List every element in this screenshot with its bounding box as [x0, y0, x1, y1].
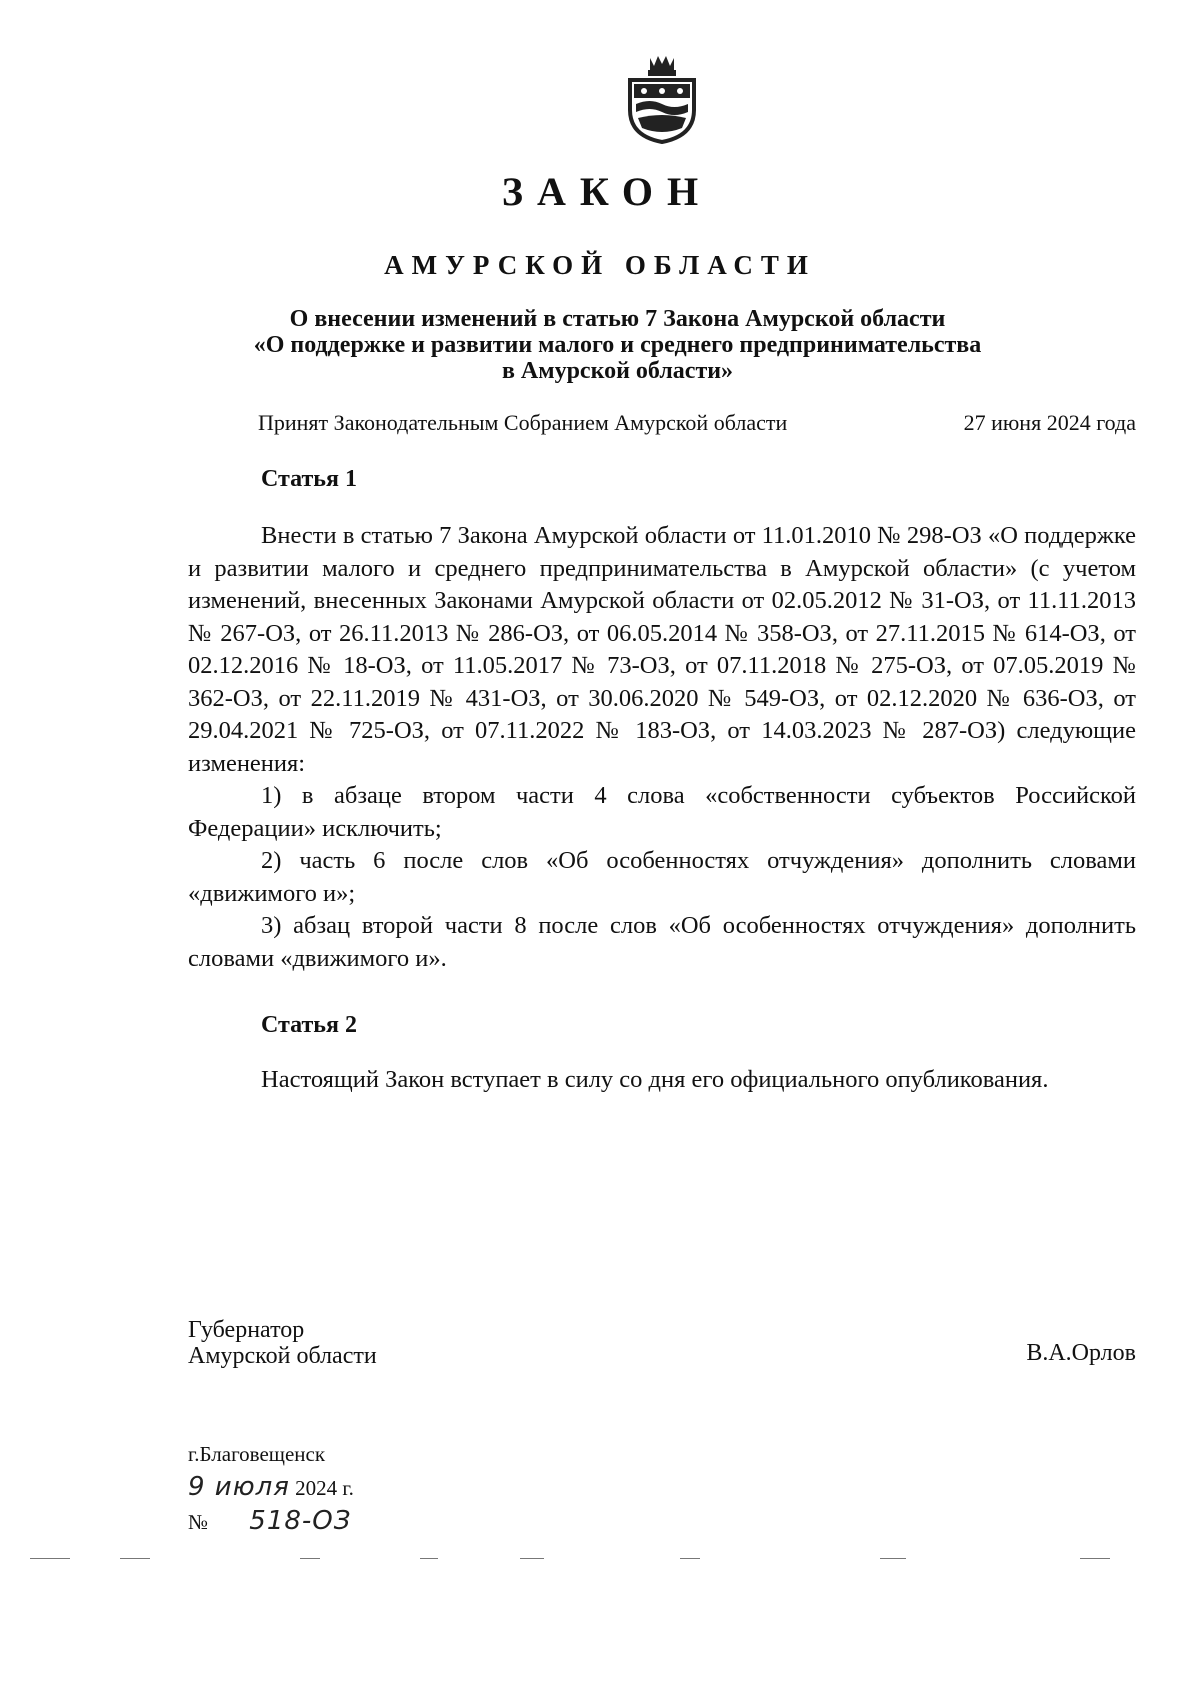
- article-2-body: [188, 1064, 1136, 1097]
- article-1-heading: Статья 1: [261, 466, 357, 492]
- law-number: [188, 1505, 354, 1539]
- article-1-item: 3) абзац второй части 8 после слов «Об особенностях отчуждения» дополнить словами «движимого и».: [188, 912, 1136, 972]
- scan-artifact-line: [0, 1558, 1200, 1562]
- signing-year: 2024 г.: [295, 1476, 354, 1500]
- document-type-heading: ЗАКОН: [501, 169, 713, 214]
- coat-of-arms-emblem: [624, 52, 700, 144]
- city: г.Благовещенск: [188, 1442, 326, 1466]
- article-1-item: 2) часть 6 после слов «Об особенностях отчуждения» дополнить словами «движимого и»;: [188, 847, 1136, 907]
- law-title-line: в Амурской области»: [501, 358, 734, 384]
- signatory-name: В.А.Орлов: [1026, 1340, 1136, 1366]
- handwritten-number: 518-ОЗ: [249, 1506, 352, 1536]
- law-title: [150, 306, 1085, 384]
- adopted-date: 27 июня 2024 года: [963, 410, 1136, 435]
- signatory-position: [188, 1317, 377, 1369]
- article-1-body: [188, 520, 1136, 975]
- law-title-line: О внесении изменений в статью 7 Закона Амурской области: [289, 306, 946, 332]
- handwritten-date: 9 июля: [188, 1472, 290, 1502]
- adopted-by: Принят Законодательным Собранием Амурской области: [258, 410, 788, 435]
- article-1-item: 1) в абзаце втором части 4 слова «собственности субъектов Российской Федерации» исключить;: [188, 782, 1136, 842]
- article-2-heading: Статья 2: [261, 1012, 357, 1038]
- law-title-line: «О поддержке и развитии малого и среднего предпринимательства: [253, 332, 982, 358]
- region-heading: АМУРСКОЙ ОБЛАСТИ: [384, 250, 816, 280]
- signing-date: [188, 1471, 354, 1505]
- signatory-position-line: Амурской области: [188, 1343, 377, 1369]
- signatory-position-line: Губернатор: [188, 1317, 305, 1343]
- article-2-text: Настоящий Закон вступает в силу со дня его официального опубликования.: [261, 1066, 1049, 1093]
- article-1-intro: Внести в статью 7 Закона Амурской области от 11.01.2010 № 298-ОЗ «О поддержке и развитии малого и среднего предпринимательства в Амурской области» (с учетом изменений, внесенных Законами Амурской области от 02.05.2012 № 31-ОЗ, от 11.11.2013 № 267-ОЗ, от 26.11.2013 № 286-ОЗ, от 06.05.2014 № 358-ОЗ, от 27.11.2015 № 614-ОЗ, от 02.12.2016 № 18-ОЗ, от 11.05.2017 № 73-ОЗ, от 07.11.2018 № 275-ОЗ, от 07.05.2019 № 362-ОЗ, от 22.11.2019 № 431-ОЗ, от 30.06.2020 № 549-ОЗ, от 02.12.2020 № 636-ОЗ, от 29.04.2021 № 725-ОЗ, от 07.11.2022 № 183-ОЗ, от 14.03.2023 № 287-ОЗ) следующие изменения:: [188, 522, 1136, 777]
- place-date-number: [188, 1438, 354, 1539]
- adoption-line: [258, 410, 1136, 436]
- number-label: №: [188, 1510, 209, 1534]
